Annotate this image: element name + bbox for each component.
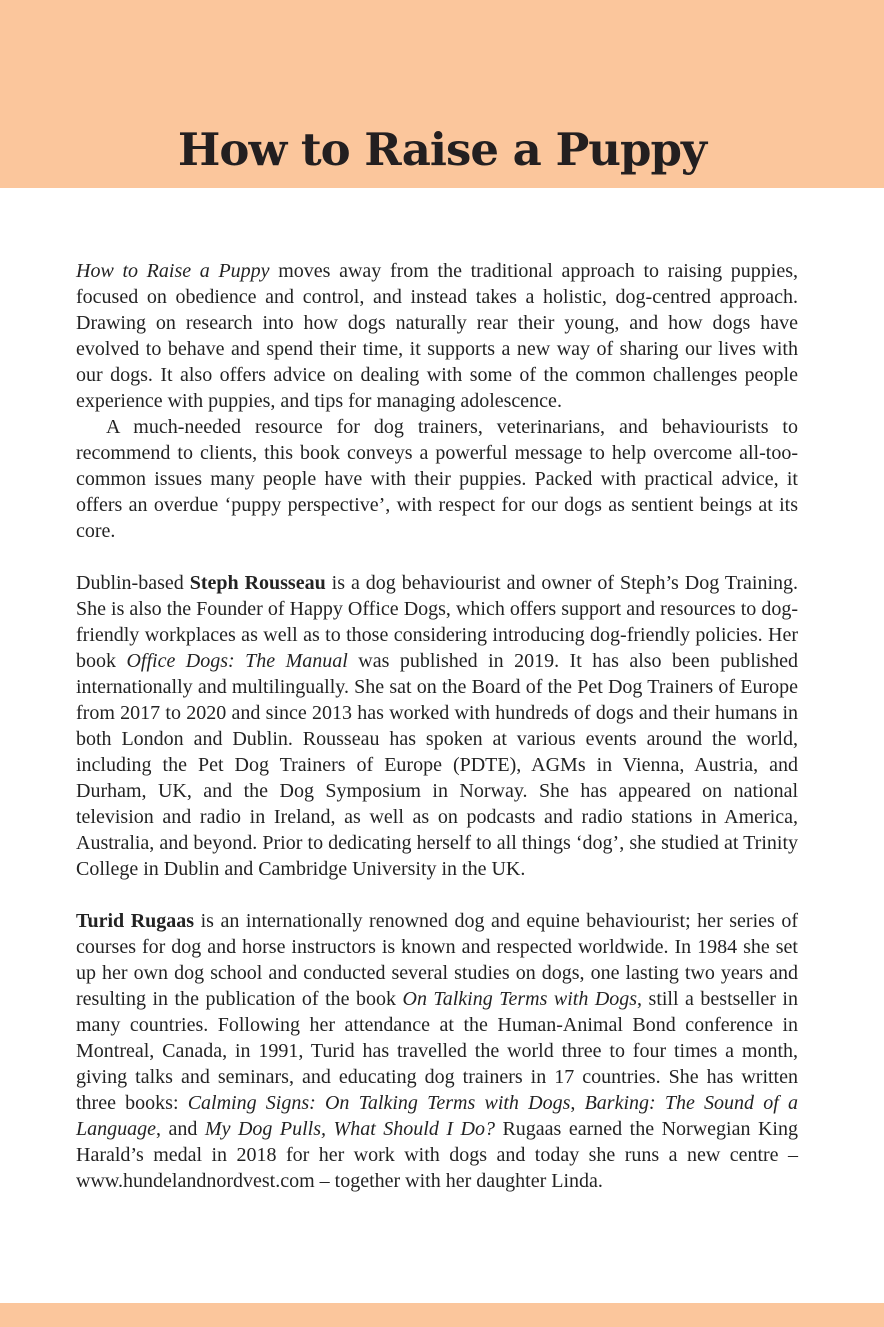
- text-segment: A much-needed resource for dog trainers, veterinarians, and behaviourists to recommend to clients, this book conveys a powerful message to help overcome all-too-common issues many people have with their puppies. Packed with practical advice, it offers an overdue ‘puppy perspective’, with respect for our dogs as sentient beings at its core.: [76, 416, 798, 542]
- text-segment: Dublin-based: [76, 572, 190, 594]
- page-title: How to Raise a Puppy: [177, 123, 707, 176]
- text-segment: , and: [156, 1118, 205, 1140]
- text-segment: ,: [570, 1092, 585, 1114]
- text-segment: Rugaas earned the Norwegian King Harald’s medal in 2018 for her work with dogs and today she runs a new centre – www.hundelandnordvest.com – together with her daughter Linda.: [76, 1118, 798, 1192]
- text-segment: was published in 2019. It has also been published internationally and multilingually. She sat on the Board of the Pet Dog Trainers of Europe from 2017 to 2020 and since 2013 has worked with hundreds of dogs and their humans in both London and Dublin. Rousseau has spoken at various events around the world, including the Pet Dog Trainers of Europe (PDTE), AGMs in Vienna, Austria, and Durham, UK, and the Dog Symposium in Norway. She has appeared on national television and radio in Ireland, as well as on podcasts and radio stations in America, Australia, and beyond. Prior to dedicating herself to all things ‘dog’, she studied at Trinity College in Dublin and Cambridge University in the UK.: [76, 650, 799, 880]
- text-segment: moves away from the traditional approach to raising puppies, focused on obedience and control, and instead takes a holistic, dog-centred approach. Drawing on research into how dogs naturally rear their young, and how dogs have evolved to behave and spend their time, it supports a new way of sharing our lives with our dogs. It also offers advice on dealing with some of the common challenges people experience with puppies, and tips for managing adolescence.: [76, 260, 798, 412]
- book-description-body: [0, 188, 884, 1194]
- text-segment: is a dog behaviourist and owner of Steph’s Dog Training. She is also the Founder of Happy Office Dogs, which offers support and resources to dog-friendly workplaces as well as to those considering introducing dog-friendly policies. Her book: [76, 572, 798, 672]
- text-segment: On Talking Terms with Dogs: [402, 988, 638, 1010]
- paragraph: [76, 570, 798, 882]
- text-segment: Office Dogs: The Manual: [126, 650, 348, 672]
- footer-band: [0, 1303, 884, 1327]
- text-segment: My Dog Pulls, What Should I Do?: [204, 1118, 495, 1140]
- text-segment: , still a bestseller in many countries. Following her attendance at the Human-Animal Bond conference in Montreal, Canada, in 1991, Turid has travelled the world three to four times a month, giving talks and seminars, and educating dog trainers in 17 countries. She has written three books:: [76, 988, 798, 1114]
- paragraph: [76, 908, 798, 1194]
- text-segment: Turid Rugaas: [76, 910, 195, 932]
- text-segment: How to Raise a Puppy: [76, 260, 270, 282]
- paragraph: [76, 414, 798, 544]
- text-segment: is an internationally renowned dog and equine behaviourist; her series of courses for dog and horse instructors is known and respected worldwide. In 1984 she set up her own dog school and conducted several studies on dogs, one lasting two years and resulting in the publication of the book: [76, 910, 798, 1010]
- paragraph: [76, 258, 798, 414]
- text-segment: Steph Rousseau: [189, 572, 326, 594]
- text-segment: Calming Signs: On Talking Terms with Dogs: [187, 1092, 571, 1114]
- header-band: [0, 0, 884, 188]
- text-segment: Barking: The Sound of a Language: [76, 1092, 798, 1140]
